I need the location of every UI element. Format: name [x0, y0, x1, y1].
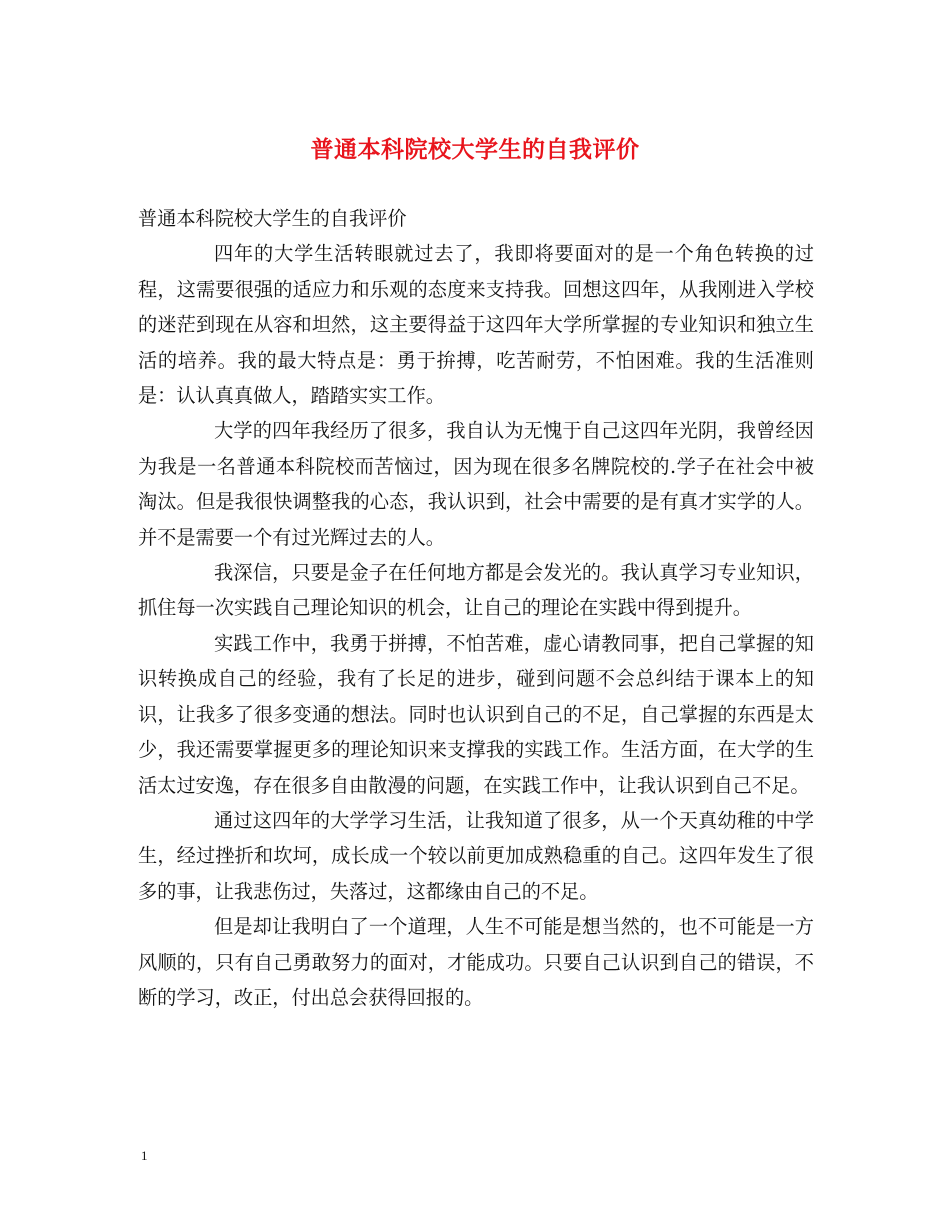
document-subtitle: 普通本科院校大学生的自我评价	[138, 207, 407, 230]
paragraph-2: 大学的四年我经历了很多，我自认为无愧于自己这四年光阴，我曾经因为我是一名普通本科院校而苦恼过，因为现在很多名牌院校的.学子在社会中被淘汰。但是我很快调整我的心态，我认识到，社会中需要的是有真才实学的人。并不是需要一个有过光辉过去的人。	[138, 419, 814, 549]
paragraph-5: 通过这四年的大学学习生活，让我知道了很多，从一个天真幼稚的中学生，经过挫折和坎坷，成长成一个较以前更加成熟稳重的自己。这四年发生了很多的事，让我悲伤过，失落过，这都缘由自己的不足。	[138, 808, 814, 903]
paragraph-4: 实践工作中，我勇于拼搏，不怕苦难，虚心请教同事，把自己掌握的知识转换成自己的经验，我有了长足的进步，碰到问题不会总纠结于课本上的知识，让我多了很多变通的想法。同时也认识到自己的不足，自己掌握的东西是太少，我还需要掌握更多的理论知识来支撑我的实践工作。生活方面，在大学的生活太过安逸，存在很多自由散漫的问题，在实践工作中，让我认识到自己不足。	[138, 631, 814, 797]
page-number: 1	[141, 1148, 148, 1163]
document-title: 普通本科院校大学生的自我评价	[310, 136, 640, 163]
document-body	[138, 201, 814, 1015]
paragraph-6: 但是却让我明白了一个道理，人生不可能是想当然的，也不可能是一方风顺的，只有自己勇敢努力的面对，才能成功。只要自己认识到自己的错误，不断的学习，改正，付出总会获得回报的。	[138, 915, 814, 1009]
paragraph-1: 四年的大学生活转眼就过去了，我即将要面对的是一个角色转换的过程，这需要很强的适应力和乐观的态度来支持我。回想这四年，从我刚进入学校的迷茫到现在从容和坦然，这主要得益于这四年大学所掌握的专业知识和独立生活的培养。我的最大特点是：勇于拚搏，吃苦耐劳，不怕困难。我的生活准则是：认认真真做人，踏踏实实工作。	[138, 242, 814, 408]
paragraph-3: 我深信，只要是金子在任何地方都是会发光的。我认真学习专业知识，抓住每一次实践自己理论知识的机会，让自己的理论在实践中得到提升。	[138, 561, 814, 620]
